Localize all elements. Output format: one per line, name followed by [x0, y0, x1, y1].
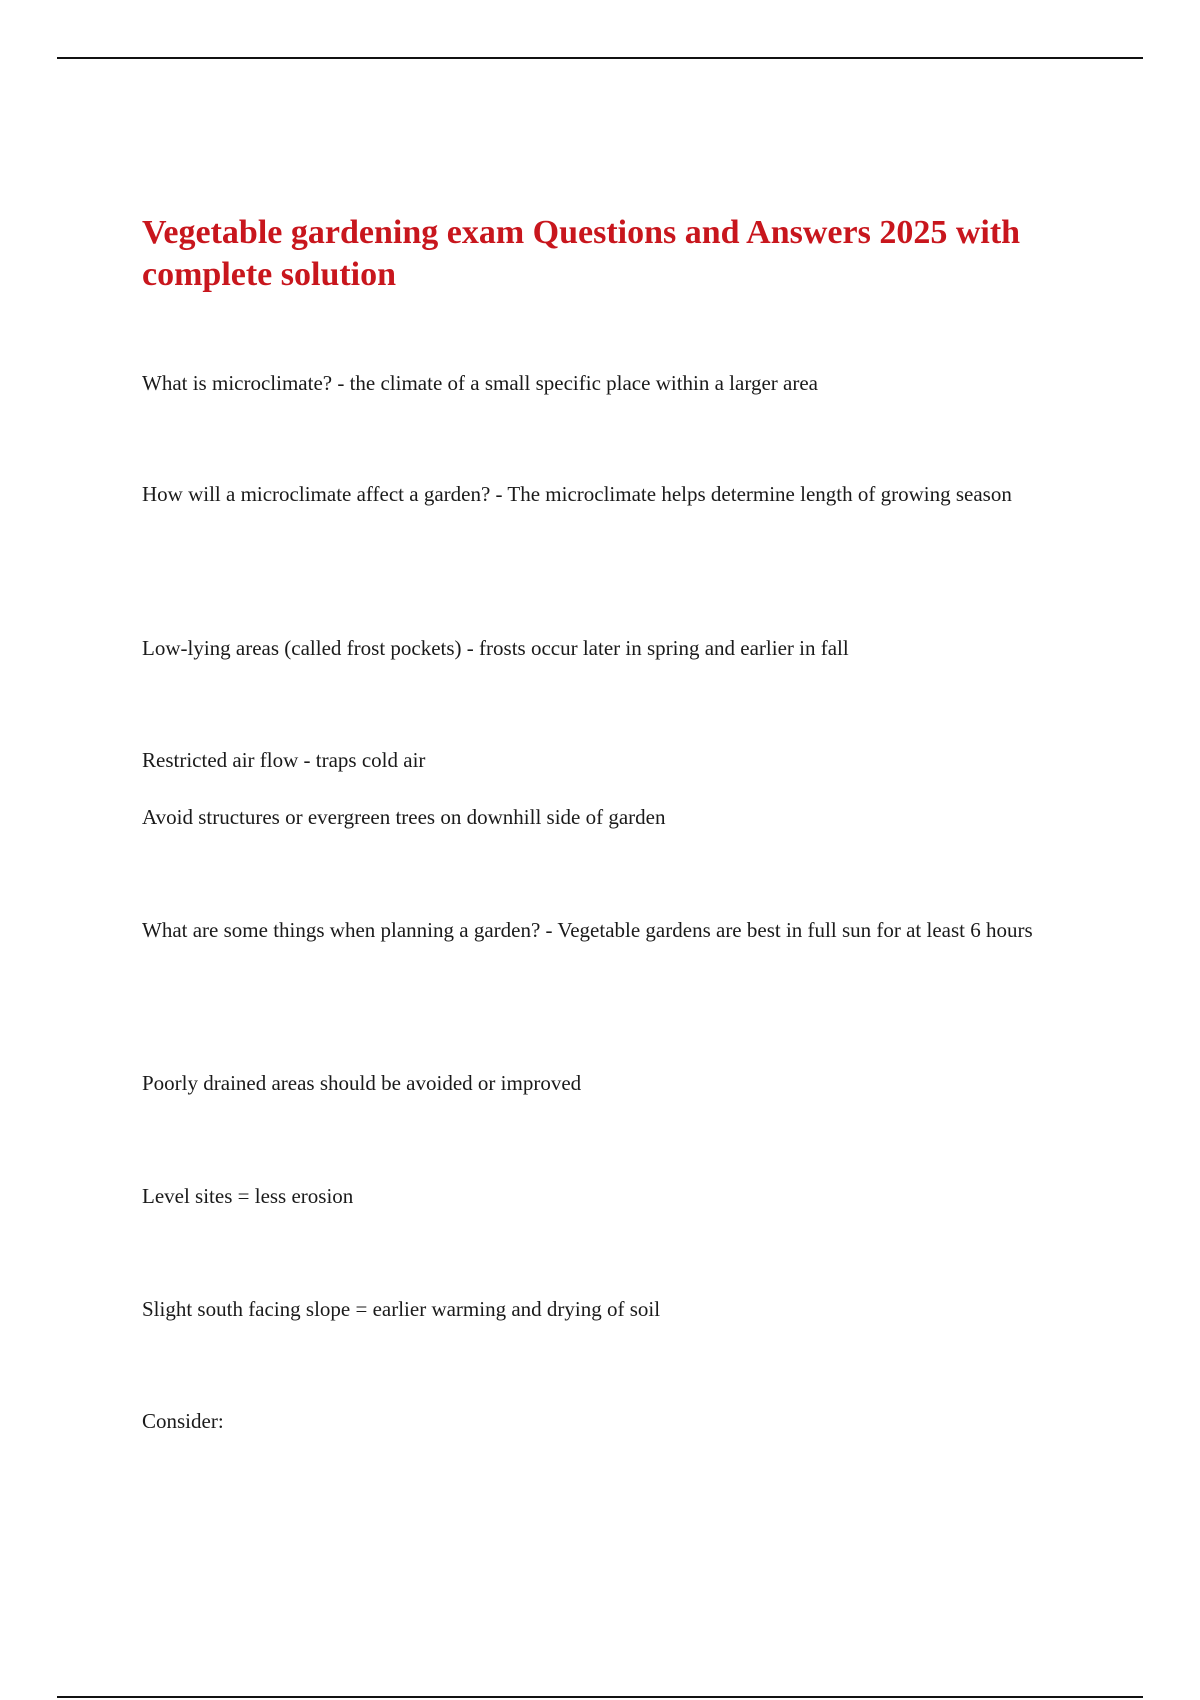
paragraph-frost-pockets: Low-lying areas (called frost pockets) - frosts occur later in spring and earlier in fall: [142, 636, 849, 660]
paragraph-avoid-structures: Avoid structures or evergreen trees on downhill side of garden: [142, 805, 666, 829]
header-rule: [57, 57, 1143, 59]
paragraph-poorly-drained: Poorly drained areas should be avoided or improved: [142, 1071, 582, 1095]
document-title: Vegetable gardening exam Questions and Answers 2025 with complete solution: [142, 214, 1021, 293]
paragraph-level-sites: Level sites = less erosion: [142, 1184, 354, 1208]
paragraph-planning-garden: What are some things when planning a garden? - Vegetable gardens are best in full sun for at least 6 hours: [142, 918, 1033, 942]
paragraph-microclimate-effect: How will a microclimate affect a garden? - The microclimate helps determine length of growing season: [142, 482, 1012, 506]
paragraph-microclimate-definition: What is microclimate? - the climate of a small specific place within a larger area: [142, 371, 818, 395]
paragraph-restricted-air-flow: Restricted air flow - traps cold air: [142, 748, 426, 772]
paragraph-consider: Consider:: [142, 1409, 224, 1433]
footer-rule: [57, 1696, 1143, 1698]
paragraph-south-slope: Slight south facing slope = earlier warming and drying of soil: [142, 1297, 661, 1321]
